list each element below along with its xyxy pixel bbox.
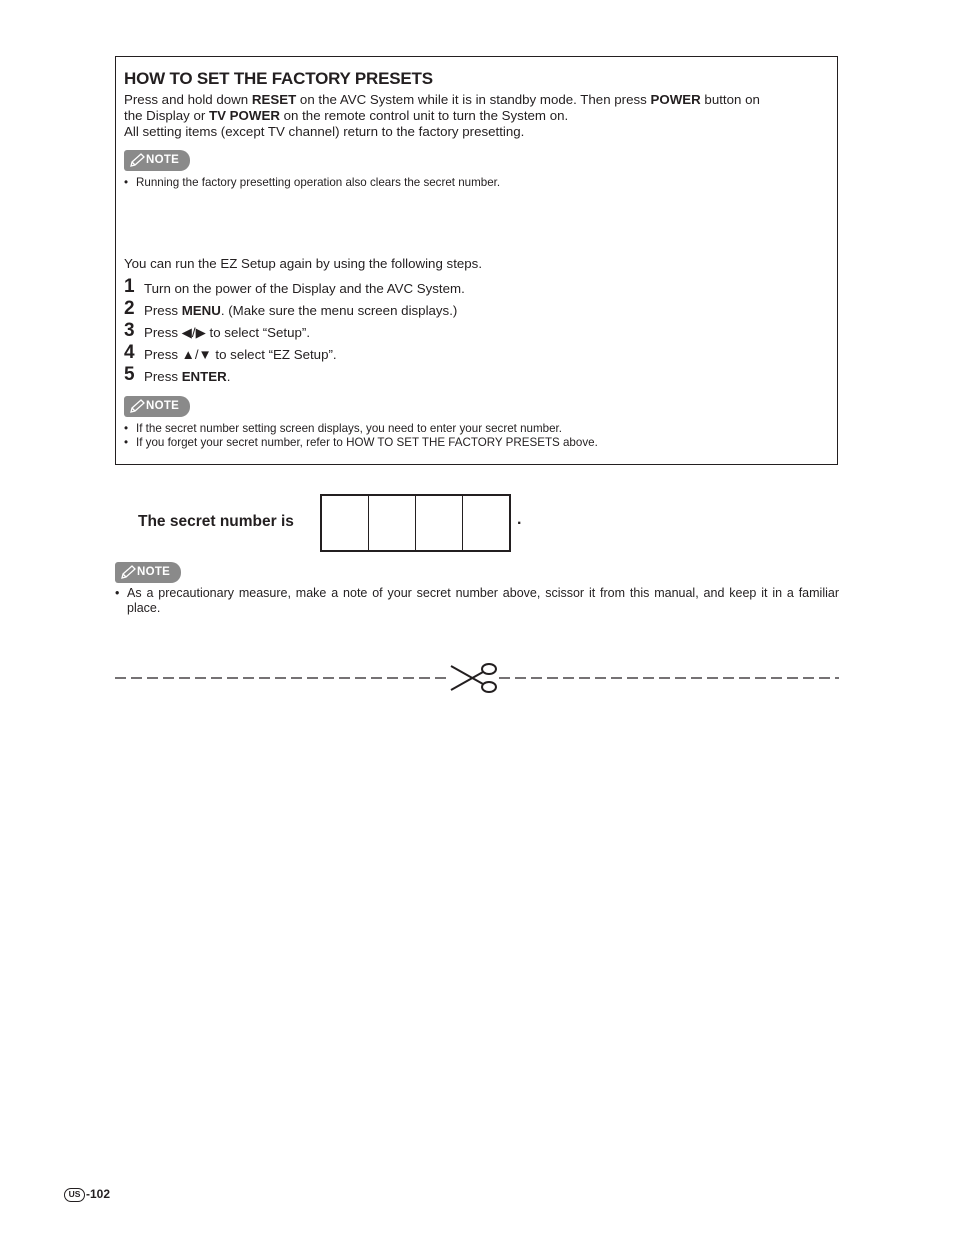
pencil-icon	[128, 152, 146, 168]
secret-period: .	[517, 511, 522, 528]
pencil-icon	[128, 398, 146, 414]
note-badge: NOTE	[124, 396, 190, 417]
secret-digit-box	[463, 496, 509, 550]
ez-setup-intro: You can run the EZ Setup again by using the following steps.	[124, 256, 483, 271]
instructions-frame: HOW TO SET THE FACTORY PRESETS Press and hold down RESET on the AVC System while it is in standby mode. Then press POWER button on the Display or TV POWER on the remote control unit to turn the System on. All setting items (except TV channel) return to the factory presetting. NOTE • Running the factory presetting operation also clears the secret number. You can run the EZ Setup again by using the following steps. 1 Turn on the power of the Display and the AVC System. 2 Press MENU. (Make sure the menu screen displays.) 3 Press ◀/▶ to select “Setup”. 4 Press ▲/▼ to select “EZ Setup”. 5 Press ENTER. NOTE • If the secret number setting screen displays, you need to enter your secret number. • If you forget your secret number, refer to HOW TO SET THE FACTORY PRESETS above.	[115, 56, 838, 465]
factory-presets-title: HOW TO SET THE FACTORY PRESETS	[124, 69, 433, 88]
cut-line	[115, 660, 839, 696]
secret-number-label: The secret number is	[138, 513, 294, 530]
scissors-icon	[451, 664, 496, 692]
secret-digit-box	[322, 496, 369, 550]
region-badge: US	[64, 1188, 85, 1202]
page-number-text: -102	[86, 1187, 111, 1201]
factory-presets-line-3: All setting items (except TV channel) return to the factory presetting.	[124, 124, 525, 139]
note-badge: NOTE	[124, 150, 190, 171]
factory-presets-line-2: the Display or TV POWER on the remote control unit to turn the System on.	[124, 108, 569, 123]
pencil-icon	[119, 564, 137, 580]
secret-number-boxes	[320, 494, 511, 552]
note-badge: NOTE	[115, 562, 181, 583]
secret-digit-box	[369, 496, 416, 550]
factory-presets-line-1: Press and hold down RESET on the AVC System while it is in standby mode. Then press POWER button on	[124, 92, 760, 107]
secret-digit-box	[416, 496, 463, 550]
